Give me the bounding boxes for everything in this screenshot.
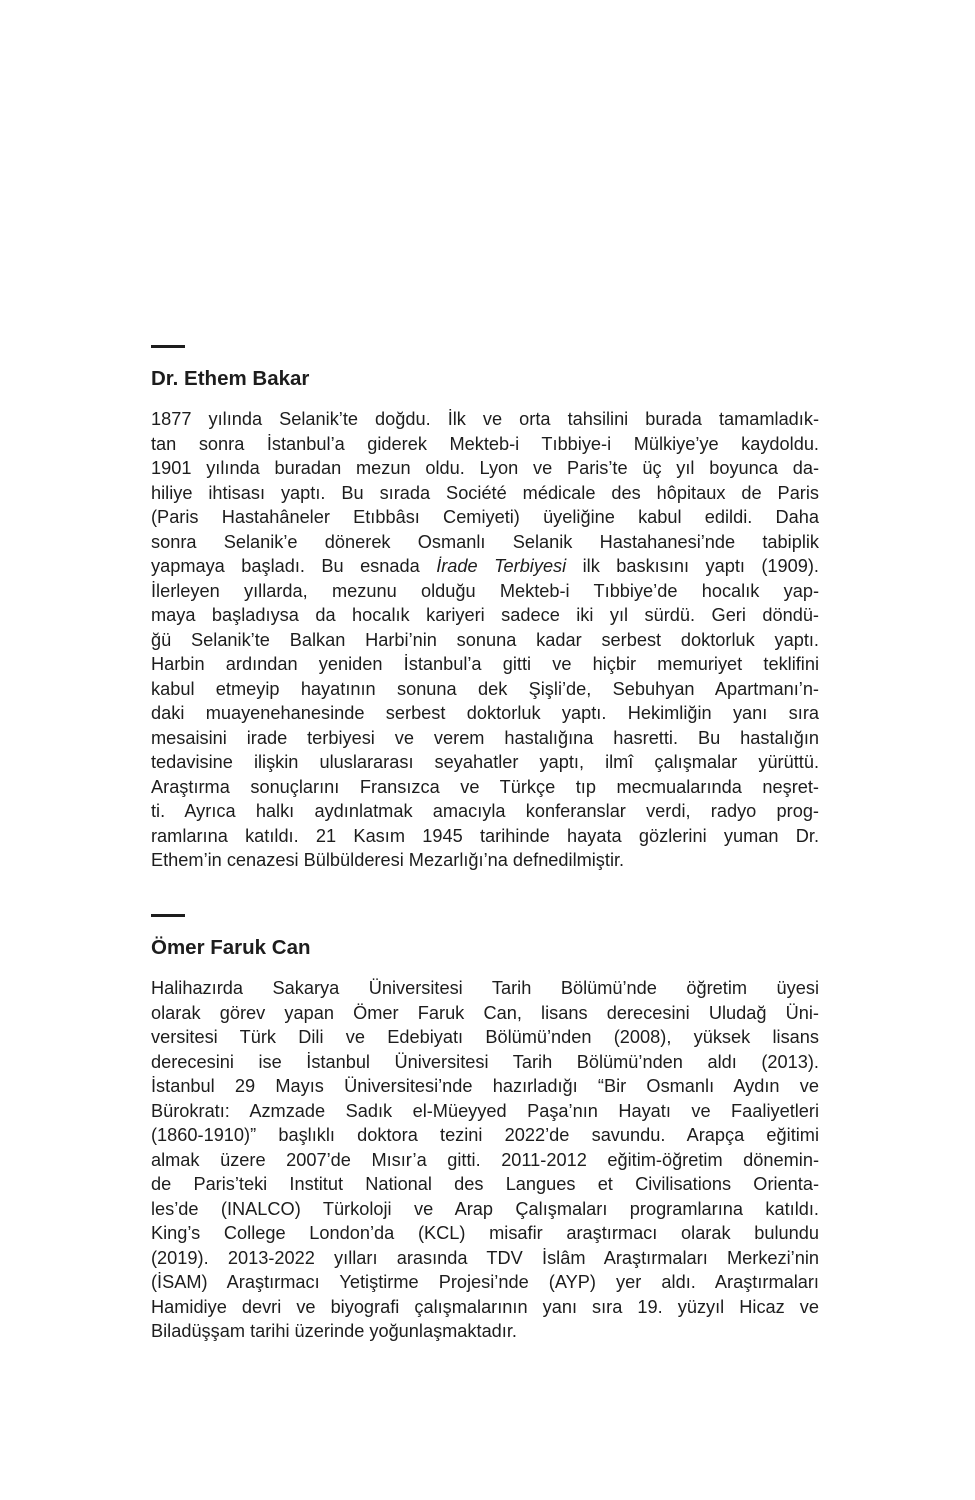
bio-line: versitesi Türk Dili ve Edebiyatı Bölümü’nden (2008), yüksek lisans — [151, 1027, 819, 1047]
bio-line: 1877 yılında Selanik’te doğdu. İlk ve orta tahsilini burada tamamladık- — [151, 409, 819, 429]
bio-line: derecesini ise İstanbul Üniversitesi Tarih Bölümü’nden aldı (2013). — [151, 1051, 819, 1072]
bio-line: maya başladıysa da hocalık kariyeri sadece iki yıl sürdü. Geri döndü- — [151, 605, 819, 625]
bio-line-segment: yapmaya başladı. Bu esnada — [151, 556, 437, 576]
author-bio-omer-faruk-can — [151, 914, 819, 1344]
bio-line: kabul etmeyip hayatının sonuna dek Şişli’de, Sebuhyan Apartmanı’n- — [151, 678, 819, 699]
section-divider — [151, 914, 185, 917]
bio-line: Araştırma sonuçlarını Fransızca ve Türkçe tıp mecmualarında neşret- — [151, 776, 819, 797]
bio-line: (2019). 2013-2022 yılları arasında TDV İslâm Araştırmaları Merkezi’nin — [151, 1247, 819, 1268]
bio-line — [151, 554, 819, 579]
bio-line: mesaisini irade terbiyesi ve verem hastalığına hasretti. Bu hastalığın — [151, 727, 819, 748]
bio-line: Biladüşşam tarihi üzerinde yoğunlaşmaktadır. — [151, 1321, 517, 1341]
book-title-irade-terbiyesi: İrade Terbiyesi — [436, 556, 567, 576]
bio-line: (1860-1910)” başlıklı doktora tezini 2022’de savundu. Arapça eğitimi — [151, 1125, 819, 1145]
bio-line: les’de (INALCO) Türkoloji ve Arap Çalışmaları programlarına katıldı. — [151, 1198, 819, 1219]
bio-line: İstanbul 29 Mayıs Üniversitesi’nde hazırladığı “Bir Osmanlı Aydın ve — [151, 1076, 819, 1096]
bio-line-segment: ilk baskısını yaptı (1909). — [566, 556, 819, 576]
bio-line: almak üzere 2007’de Mısır’a gitti. 2011-2012 eğitim-öğretim dönemin- — [151, 1149, 819, 1170]
bio-line: King’s College London’da (KCL) misafir araştırmacı olarak bulundu — [151, 1223, 819, 1243]
bio-line: de Paris’teki Institut National des Langues et Civilisations Orienta- — [151, 1174, 819, 1194]
author-bio-text — [151, 407, 819, 873]
author-bio-ethem-bakar — [151, 345, 819, 873]
bio-line: Hamidiye devri ve biyografi çalışmalarının yanı sıra 19. yüzyıl Hicaz ve — [151, 1296, 819, 1317]
bio-line: tedavisine ilişkin uluslararası seyahatler yaptı, ilmî çalışmalar yürüttü. — [151, 752, 819, 772]
bio-line: 1901 yılında buradan mezun oldu. Lyon ve Paris’te üç yıl boyunca da- — [151, 458, 819, 478]
bio-line: Halihazırda Sakarya Üniversitesi Tarih Bölümü’nde öğretim üyesi — [151, 978, 819, 998]
bio-line: olarak görev yapan Ömer Faruk Can, lisans derecesini Uludağ Üni- — [151, 1002, 819, 1023]
bio-line: Bürokratı: Azmzade Sadık el-Müeyyed Paşa’nın Hayatı ve Faaliyetleri — [151, 1100, 819, 1121]
bio-line: tan sonra İstanbul’a giderek Mekteb-i Tıbbiye-i Mülkiye’ye kaydoldu. — [151, 433, 819, 454]
section-divider — [151, 345, 185, 348]
bio-line: sonra Selanik’e dönerek Osmanlı Selanik Hastahanesi’nde tabiplik — [151, 531, 819, 552]
author-bio-text — [151, 976, 819, 1344]
bio-line: hiliye ihtisası yaptı. Bu sırada Société médicale des hôpitaux de Paris — [151, 482, 819, 503]
bio-line: Harbin ardından yeniden İstanbul’a gitti ve hiçbir memuriyet teklifini — [151, 654, 819, 674]
author-name: Ömer Faruk Can — [151, 936, 311, 959]
author-name: Dr. Ethem Bakar — [151, 367, 310, 390]
bio-line: daki muayenehanesinde serbest doktorluk yaptı. Hekimliğin yanı sıra — [151, 703, 819, 723]
bio-line: (Paris Hastahâneler Etıbbâsı Cemiyeti) üyeliğine kabul edildi. Daha — [151, 507, 819, 527]
bio-line: ğü Selanik’te Balkan Harbi’nin sonuna kadar serbest doktorluk yaptı. — [151, 629, 819, 650]
bio-line: Ethem’in cenazesi Bülbülderesi Mezarlığı’na defnedilmiştir. — [151, 850, 625, 870]
bio-line: (İSAM) Araştırmacı Yetiştirme Projesi’nde (AYP) yer aldı. Araştırmaları — [151, 1272, 819, 1292]
bio-line: ramlarına katıldı. 21 Kasım 1945 tarihinde hayata gözlerini yuman Dr. — [151, 825, 819, 846]
bio-line: İlerleyen yıllarda, mezunu olduğu Mekteb-i Tıbbiye’de hocalık yap- — [151, 580, 819, 601]
bio-line: ti. Ayrıca halkı aydınlatmak amacıyla konferanslar verdi, radyo prog- — [151, 801, 819, 821]
